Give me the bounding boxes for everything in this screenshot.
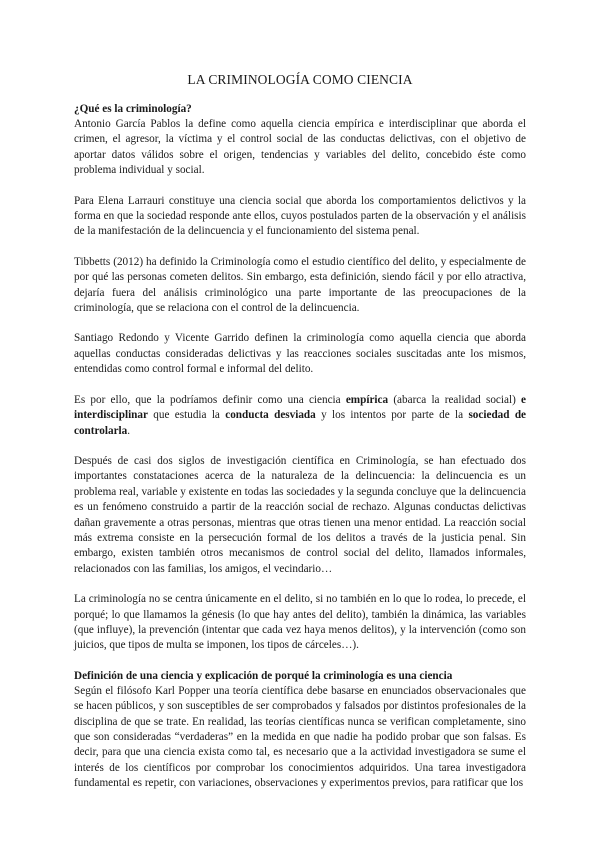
paragraph-tibbetts: Tibbetts (2012) ha definido la Criminología como el estudio científico del delito, y especialmente de por qué las personas cometen delitos. Sin embargo, esta definición, siendo fácil y por ello atractiva, dejaría fuera del análisis criminológico una parte importante de las preocupaciones de la criminología, que se relaciona con el control de la delincuencia. [74, 255, 526, 315]
bold-conducta-desviada: conducta desviada [225, 409, 316, 422]
section-heading-que-es: ¿Qué es la criminología? [74, 103, 192, 115]
bold-empirica: empírica [345, 393, 389, 406]
paragraph-dos-siglos: Después de casi dos siglos de investigación científica en Criminología, se han efectuado dos importantes constataciones acerca de la naturaleza de la delincuencia: la delincuencia es un problema real, variable y existente en todas las sociedades y la segunda concluye que la delincuencia es un fenómeno construido a partir de la reacción social de rechazo. Algunas conductas delictivas dañan gravemente a otras personas, mientras que otras tienen una menor entidad. La reacción social más extrema consiste en la persecución formal de los delitos a través de la justicia penal. Sin embargo, existen también otros mecanismos de control social del delito, llamados informales, relacionados con las familias, los amigos, el vecindario… [74, 454, 526, 575]
paragraph-larrauri: Para Elena Larrauri constituye una ciencia social que aborda los comportamientos delictivos y la forma en que la sociedad responde ante ellos, cuyos postulados parten de la observación y el análisis de la manifestación de la delincuencia y el funcionamiento del sistema penal. [74, 194, 526, 238]
bold-interdisciplinar: e interdisciplinar [74, 393, 526, 422]
text-run: que estudia la [147, 409, 226, 422]
paragraph-genesis: La criminología no se centra únicamente en el delito, si no también en lo que lo rodea, lo precede, el porqué; lo que llamamos la génesis (lo que hay antes del delito), también la dinámica, las variables (que influye), la prevención (intentar que cada vez haya menos delitos), y la intervención (como son juicios, que tipos de multa se imponen, los tipos de cárceles…). [74, 593, 526, 652]
bold-sociedad-controlarla: sociedad de controlarla [74, 409, 527, 437]
paragraph-definition-summary [74, 393, 526, 439]
text-run: Es por ello, que la podríamos definir como una ciencia [74, 393, 346, 406]
text-run: y los intentos por parte de la [315, 409, 469, 422]
section-heading-definicion-ciencia: Definición de una ciencia y explicación de porqué la criminología es una ciencia [74, 669, 453, 682]
paragraph-karl-popper: Según el filósofo Karl Popper una teoría científica debe basarse en enunciados observacionales que se hacen públicos, y son susceptibles de ser comprobados y falsados por distintos profesionales de la disciplina de que se trate. En realidad, las teorías científicas nunca se verifican completamente, sino que son consideradas “verdaderas” en la medida en que nadie ha podido probar que son falsas. Es decir, para que una ciencia exista como tal, es necesario que a la actividad investigadora se sume el interés de los científicos por comprobar los conocimientos adquiridos. Una tarea investigadora fundamental es repetir, con variaciones, observaciones y experimentos previos, para ratificar que los [74, 684, 526, 790]
paragraph-redondo-garrido: Santiago Redondo y Vicente Garrido definen la criminología como aquella ciencia que aborda aquellas conductas consideradas delictivas y las reacciones sociales suscitadas ante los mismos, entendidas como control formal e informal del delito. [74, 332, 526, 376]
document-title: LA CRIMINOLOGÍA COMO CIENCIA [187, 72, 413, 87]
paragraph-garcia-pablos: Antonio García Pablos la define como aquella ciencia empírica e interdisciplinar que aborda el crimen, el agresor, la víctima y el control social de las conductas delictivas, con el objetivo de aportar datos válidos sobre el origen, tendencias y variables del delito, concebido éste como problema individual y social. [74, 118, 526, 177]
text-run: (abarca la realidad social) [388, 393, 522, 406]
text-run: . [127, 424, 131, 437]
